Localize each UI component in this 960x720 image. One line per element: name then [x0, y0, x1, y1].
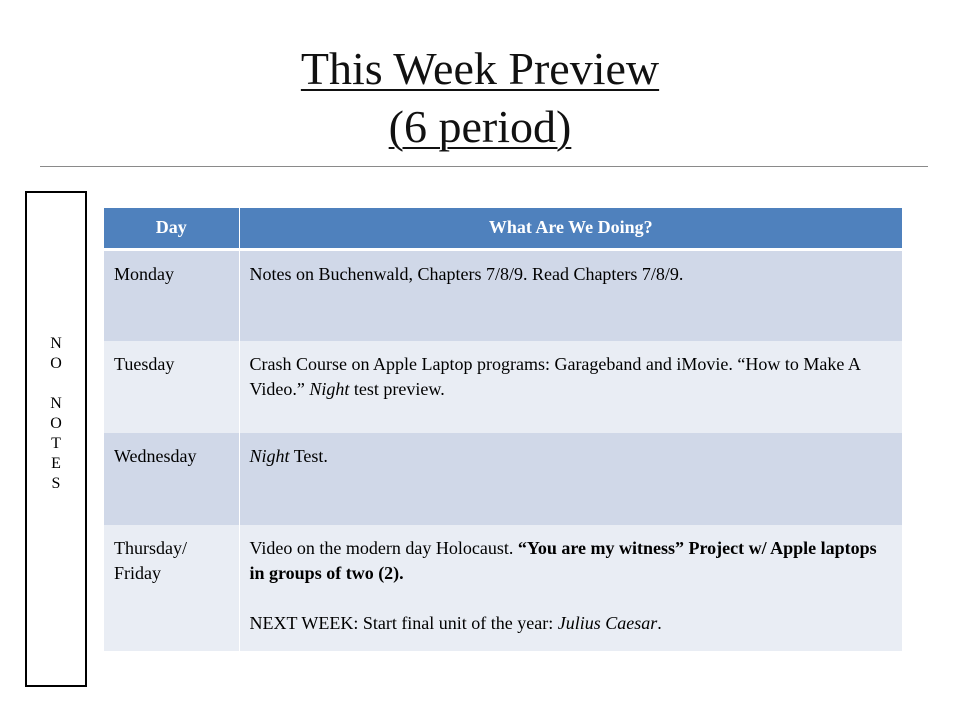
- column-header-activity: What Are We Doing?: [239, 208, 902, 249]
- paragraph-spacer: [250, 586, 893, 611]
- no-notes-spacer: [27, 374, 85, 394]
- activity-cell-wednesday: [239, 433, 902, 525]
- no-notes-letter: N: [50, 335, 62, 352]
- weekly-schedule-table: [104, 208, 902, 651]
- slide-title-line2: (6 period): [388, 101, 572, 152]
- activity-text: .: [657, 613, 662, 633]
- day-cell-thursday-friday: [104, 525, 239, 651]
- column-header-day: Day: [104, 208, 239, 249]
- day-cell-tuesday: Tuesday: [104, 341, 239, 433]
- project-description: “You are my witness” Project w/ Apple laptops in groups of two (2).: [249, 538, 877, 583]
- no-notes-box: [25, 191, 87, 687]
- day-cell-wednesday: Wednesday: [104, 433, 239, 525]
- no-notes-letter: E: [51, 455, 61, 472]
- activity-text: Video on the modern day Holocaust.: [249, 538, 518, 558]
- activity-text: Test.: [289, 446, 328, 466]
- table-row-monday: [104, 249, 902, 341]
- table-row-tuesday: [104, 341, 902, 433]
- table-row-wednesday: [104, 433, 902, 525]
- day-cell-monday: Monday: [104, 249, 239, 341]
- book-title-night: Night: [309, 379, 350, 399]
- activity-text: Crash Course on Apple Laptop programs: Garageband and iMovie. “How to Make A Video.”: [249, 354, 860, 399]
- activity-cell-tuesday: [239, 341, 902, 433]
- activity-cell-monday: Notes on Buchenwald, Chapters 7/8/9. Read Chapters 7/8/9.: [239, 249, 902, 341]
- no-notes-label: [27, 334, 85, 494]
- no-notes-letter: O: [50, 355, 62, 372]
- slide-title: [0, 40, 960, 156]
- book-title-night: Night: [249, 446, 290, 466]
- slide-title-line1: This Week Preview: [300, 43, 660, 94]
- book-title-julius-caesar: Julius Caesar: [557, 613, 658, 633]
- title-divider: [40, 166, 928, 167]
- day-label-line2: Friday: [114, 563, 161, 583]
- day-label-line1: Thursday/: [114, 538, 187, 558]
- activity-text: test preview.: [349, 379, 445, 399]
- table-header-row: [104, 208, 902, 249]
- no-notes-letter: N: [50, 395, 62, 412]
- no-notes-letter: T: [51, 435, 61, 452]
- table-row-thursday-friday: [104, 525, 902, 651]
- next-week-text: NEXT WEEK: Start final unit of the year:: [249, 613, 558, 633]
- activity-cell-thursday-friday: [239, 525, 902, 651]
- no-notes-letter: O: [50, 415, 62, 432]
- no-notes-letter: S: [51, 475, 61, 492]
